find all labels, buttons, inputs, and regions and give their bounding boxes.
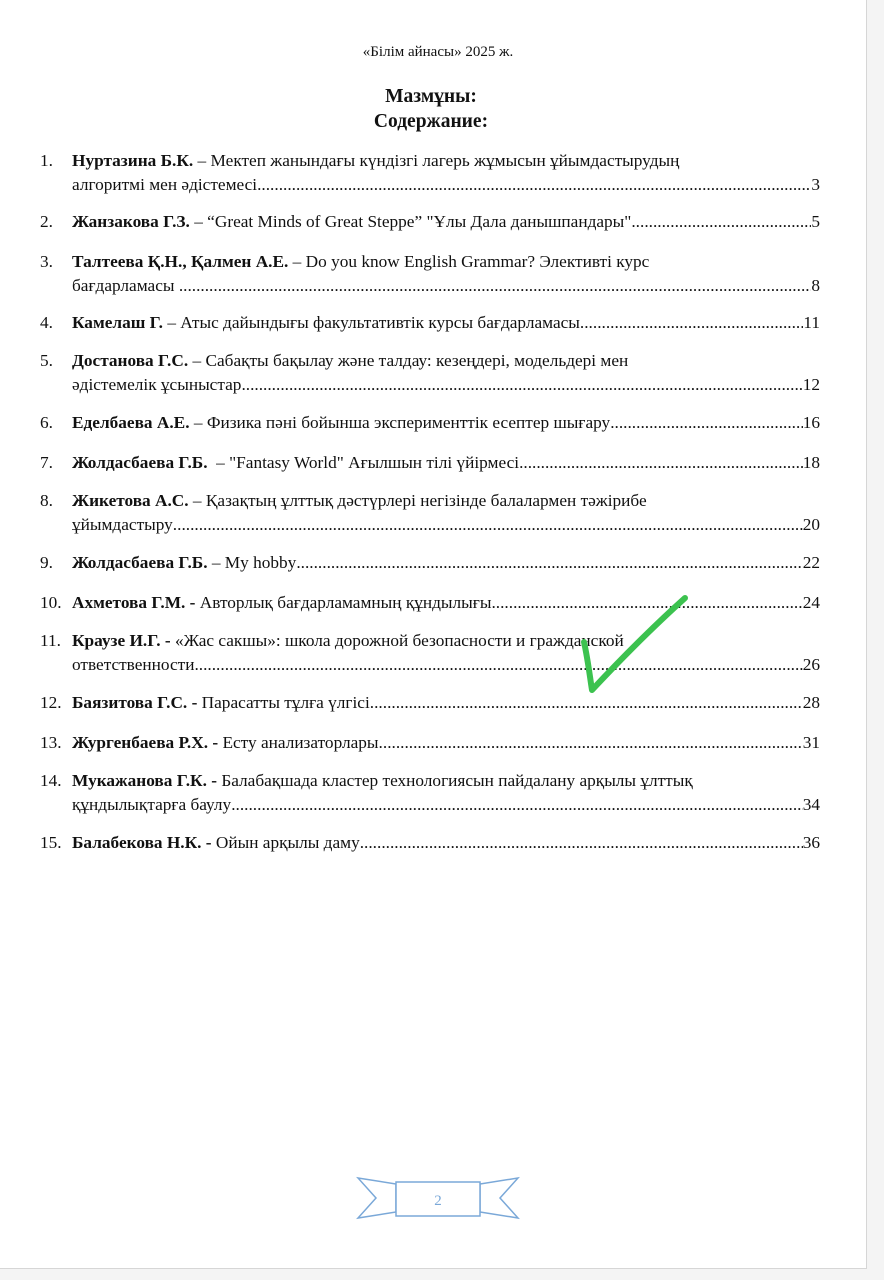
entry-separator: –	[207, 453, 230, 472]
entry-author: Баязитова Г.С. -	[72, 693, 198, 712]
entry-number: 9.	[40, 553, 53, 572]
entry-title: Сабақты бақылау және талдау: кезеңдері, модельдері мен	[205, 351, 629, 370]
entry-line-1	[72, 251, 820, 273]
entry-page: 26	[802, 655, 820, 674]
entry-page: 11	[803, 313, 820, 332]
entry-line-1	[72, 770, 820, 792]
entry-number: 3.	[40, 252, 53, 271]
entry-number: 4.	[40, 313, 53, 332]
leader-dots	[231, 794, 803, 816]
entry-title: Қазақтың ұлттық дәстүрлері негізінде балалармен тәжірибе	[205, 491, 647, 510]
entry-number: 1.	[40, 151, 53, 170]
leader-dots	[257, 174, 811, 196]
entry-author: Еделбаева А.Е.	[72, 413, 190, 432]
entry-title-continued: әдістемелік ұсыныстар	[72, 375, 242, 394]
journal-header: «Білім айнасы» 2025 ж.	[362, 44, 514, 60]
entry-author: Ахметова Г.М. -	[72, 593, 196, 612]
entry-separator: –	[189, 212, 208, 231]
entry-line-1	[72, 692, 820, 714]
entry-title: “Great Minds of Great Steppe” "Ұлы Дала данышпандары"	[207, 212, 632, 231]
entry-title-continued: алгоритмі мен әдістемесі	[72, 175, 258, 194]
entry-page: 31	[802, 733, 820, 752]
entry-page: 24	[802, 593, 820, 612]
entry-line-1	[72, 630, 820, 652]
entry-title: Do you know English Grammar? Элективті курс	[305, 252, 650, 271]
leader-dots	[360, 832, 803, 854]
entry-author: Жолдасбаева Г.Б.	[72, 453, 208, 472]
entry-line-1	[72, 150, 820, 172]
entry-author: Балабекова Н.К. -	[72, 833, 212, 852]
entry-number: 2.	[40, 212, 53, 231]
leader-dots	[173, 514, 803, 536]
entry-separator: –	[189, 413, 207, 432]
entry-author: Жанзакова Г.З.	[72, 212, 190, 231]
entry-title: Физика пәні бойынша эксперименттік есептер шығару	[206, 413, 611, 432]
entry-line-1	[72, 832, 820, 854]
entry-author: Мукажанова Г.К. -	[72, 771, 217, 790]
entry-title: Есту анализаторлары	[222, 733, 379, 752]
entry-title-continued: бағдарламасы	[72, 276, 179, 295]
entry-page: 8	[811, 276, 820, 295]
entry-page: 34	[802, 795, 820, 814]
entry-separator: –	[188, 491, 206, 510]
entry-line-2	[72, 794, 820, 816]
entry-line-1	[72, 592, 820, 614]
entry-title: Балабақшада кластер технологиясын пайдалану арқылы ұлттық	[221, 771, 693, 790]
entry-title: Мектеп жанындағы күндізгі лагерь жұмысын ұйымдастырудың	[210, 151, 680, 170]
entry-line-1	[72, 452, 820, 474]
entry-line-2	[72, 174, 820, 196]
leader-dots	[610, 412, 803, 434]
entry-line-1	[72, 350, 820, 372]
entry-line-1	[72, 211, 820, 233]
leader-dots	[194, 654, 802, 676]
entry-author: Нуртазина Б.К.	[72, 151, 194, 170]
contents-title-ru: Содержание:	[373, 111, 489, 132]
entry-line-1	[72, 552, 820, 574]
entry-number: 12.	[40, 693, 62, 712]
leader-dots	[296, 552, 802, 574]
entry-number: 14.	[40, 771, 62, 790]
entry-author: Краузе И.Г. -	[72, 631, 171, 650]
entry-page: 22	[802, 553, 820, 572]
entry-line-1	[72, 412, 820, 434]
leader-dots	[580, 312, 803, 334]
entry-author: Талтеева Қ.Н., Қалмен А.Е.	[72, 252, 289, 271]
leader-dots	[379, 732, 803, 754]
entry-separator: –	[188, 351, 206, 370]
entry-page: 3	[811, 175, 820, 194]
entry-line-1	[72, 732, 820, 754]
entry-separator: –	[193, 151, 211, 170]
entry-title-continued: ответственности	[72, 655, 195, 674]
leader-dots	[519, 452, 803, 474]
entry-page: 16	[802, 413, 820, 432]
entry-separator: –	[207, 553, 225, 572]
entry-page: 28	[802, 693, 820, 712]
page-number: 2	[434, 1193, 442, 1209]
entry-title: Парасатты тұлға үлгісі	[201, 693, 370, 712]
entry-number: 8.	[40, 491, 53, 510]
entry-number: 13.	[40, 733, 62, 752]
entry-title: «Жас сакшы»: школа дорожной безопасности и гражданской	[175, 631, 624, 650]
entry-number: 11.	[40, 631, 61, 650]
entry-title: My hobby	[224, 553, 297, 572]
entry-line-2	[72, 514, 820, 536]
entry-separator: –	[163, 313, 181, 332]
entry-number: 10.	[40, 593, 62, 612]
entry-title: "Fantasy World" Ағылшын тілі үйірмесі	[229, 453, 520, 472]
entry-title: Ойын арқылы даму	[215, 833, 360, 852]
leader-dots	[179, 275, 812, 297]
entry-author: Жолдасбаева Г.Б.	[72, 553, 208, 572]
entry-page: 36	[802, 833, 820, 852]
entry-title: Авторлық бағдарламамның құндылығы	[199, 593, 492, 612]
entry-page: 12	[802, 375, 820, 394]
entry-number: 5.	[40, 351, 53, 370]
entry-separator: –	[288, 252, 306, 271]
entry-number: 6.	[40, 413, 53, 432]
green-checkmark-icon	[580, 590, 700, 700]
entry-title: Атыс дайындығы факультативтік курсы бағдарламасы	[180, 313, 580, 332]
entry-author: Камелаш Г.	[72, 313, 163, 332]
entry-line-2	[72, 275, 820, 297]
page-number-ribbon	[356, 1172, 520, 1224]
entry-title-continued: ұйымдастыру	[72, 515, 173, 534]
contents-title-kz: Мазмұны:	[385, 86, 477, 107]
entry-line-1	[72, 312, 820, 334]
leader-dots	[631, 211, 811, 233]
entry-author: Жургенбаева Р.Х. -	[72, 733, 219, 752]
entry-title-continued: құндылықтарға баулу	[72, 795, 232, 814]
entry-number: 7.	[40, 453, 53, 472]
entry-author: Жикетова А.С.	[72, 491, 189, 510]
entry-author: Достанова Г.С.	[72, 351, 189, 370]
entry-number: 15.	[40, 833, 62, 852]
entry-page: 18	[802, 453, 820, 472]
entry-line-2	[72, 374, 820, 396]
entry-page: 5	[811, 212, 820, 231]
entry-page: 20	[802, 515, 820, 534]
leader-dots	[241, 374, 802, 396]
entry-line-2	[72, 654, 820, 676]
entry-line-1	[72, 490, 820, 512]
